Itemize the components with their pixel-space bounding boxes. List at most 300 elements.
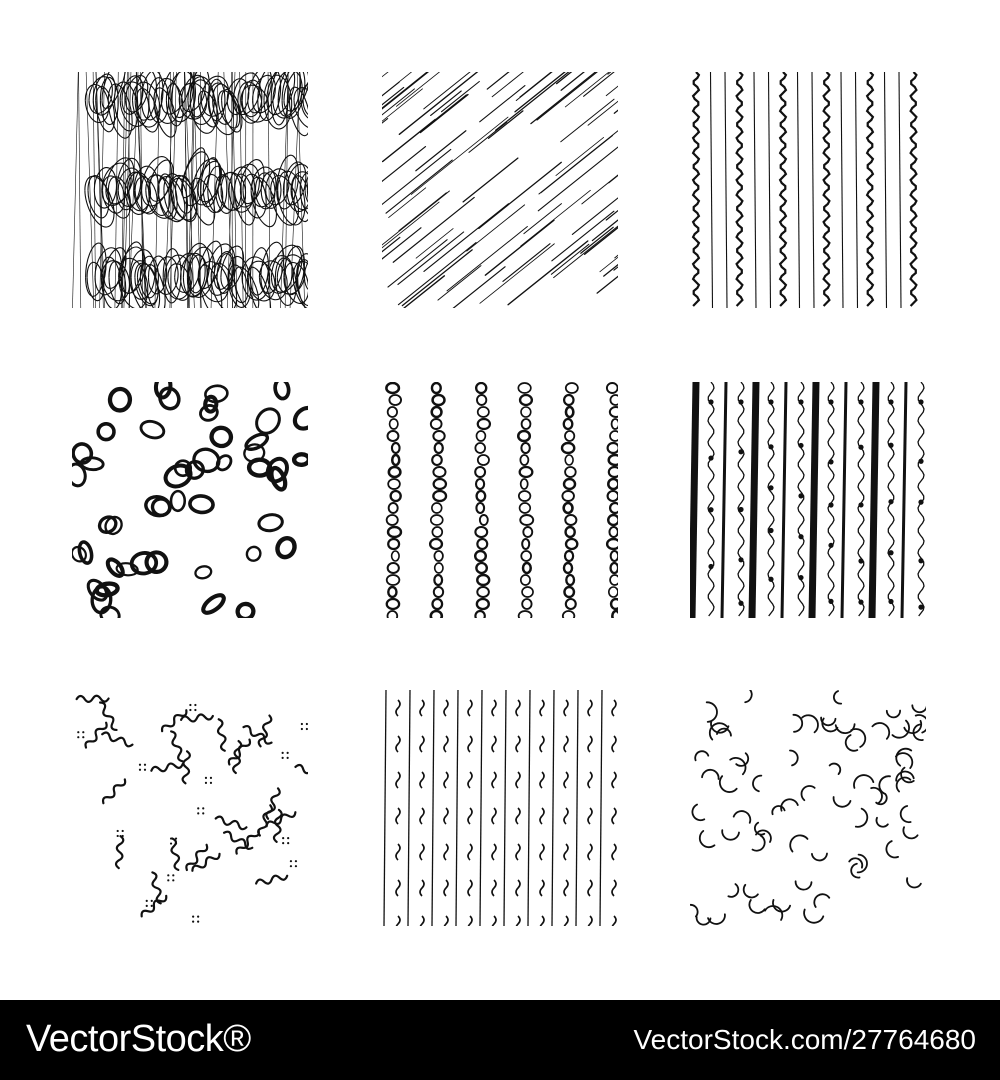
dot: [738, 399, 743, 404]
arc: [696, 831, 714, 851]
loop: [521, 407, 531, 417]
arc: [811, 891, 829, 907]
dot: [170, 837, 172, 839]
zigzag: [468, 736, 472, 752]
zigzag: [564, 700, 568, 716]
dot: [738, 449, 743, 454]
spot: [72, 442, 94, 466]
squiggle: [274, 810, 282, 842]
hatch-stroke: [402, 250, 472, 306]
loop: [612, 611, 618, 618]
spot: [244, 431, 270, 452]
vertical-line: [824, 72, 830, 306]
squiggle: [295, 764, 308, 779]
hatch-stroke: [588, 72, 618, 125]
dot: [798, 534, 803, 539]
arc: [833, 691, 842, 705]
spot: [171, 491, 185, 511]
vertical-line: [456, 690, 458, 926]
arc: [753, 836, 768, 854]
loop: [565, 515, 576, 525]
dot: [287, 842, 289, 844]
hatch-stroke: [541, 135, 613, 192]
arc: [752, 774, 762, 791]
hatch-stroke: [416, 229, 453, 259]
watermark-brand: VectorStock®: [26, 1018, 251, 1060]
zigzag: [420, 700, 424, 716]
loop: [433, 467, 445, 477]
scribble-stroke: [170, 72, 171, 308]
zigzag: [588, 736, 592, 752]
zigzag: [612, 808, 616, 824]
loop: [609, 587, 618, 597]
vertical-wavy-lines-svg: [690, 72, 926, 308]
zigzag: [540, 880, 544, 896]
hatch-stroke: [480, 86, 525, 122]
squiggle: [215, 816, 247, 831]
dot: [888, 399, 893, 404]
vertical-line: [754, 72, 756, 308]
loop: [390, 419, 398, 429]
dot: [139, 764, 141, 766]
loop: [388, 539, 399, 549]
vertical-line: [408, 690, 410, 926]
loop: [477, 395, 486, 405]
spot: [72, 462, 87, 487]
loop: [564, 587, 573, 597]
loop: [388, 587, 396, 597]
loop: [434, 575, 442, 585]
spot: [274, 382, 290, 400]
arc: [690, 902, 701, 917]
zigzag: [516, 700, 520, 716]
dot: [194, 709, 196, 711]
thick-stripe: [752, 382, 756, 618]
arc: [746, 900, 765, 916]
loop: [610, 395, 618, 405]
loop: [433, 431, 444, 441]
thick-stripe: [872, 382, 876, 618]
hatch-stroke: [489, 111, 523, 138]
loop: [477, 539, 487, 549]
squiggles-dots-texture: [72, 690, 308, 926]
dot: [738, 601, 743, 606]
hatch-stroke: [487, 72, 549, 89]
zigzag: [492, 880, 496, 896]
zigzag: [516, 880, 520, 896]
arc: [872, 719, 893, 739]
loop: [433, 491, 446, 501]
loop: [564, 503, 573, 513]
scribble-stroke: [232, 72, 233, 308]
arc: [779, 797, 798, 811]
dot: [205, 782, 207, 784]
scribble-loops-svg: [72, 72, 308, 308]
zigzag: [516, 772, 520, 788]
dot: [768, 528, 773, 533]
loop: [476, 503, 484, 513]
arc: [771, 804, 785, 814]
hatch-stroke: [398, 243, 476, 305]
watermark-bar: [0, 1000, 1000, 1080]
hatch-stroke: [463, 158, 518, 202]
zigzag: [468, 880, 472, 896]
loop: [566, 599, 576, 609]
dot: [146, 900, 148, 902]
loop: [477, 575, 489, 585]
lines-zigzag-texture: [382, 690, 618, 926]
hatch-stroke: [581, 227, 613, 253]
loop: [476, 383, 486, 393]
zigzag: [540, 736, 544, 752]
squiggle: [216, 719, 228, 752]
vertical-line: [780, 72, 786, 306]
loop: [431, 515, 443, 525]
vertical-line: [899, 72, 901, 308]
arc: [830, 761, 843, 774]
spot: [157, 385, 182, 412]
loop: [386, 383, 399, 393]
loop: [391, 491, 401, 501]
zigzag: [420, 844, 424, 860]
dot: [144, 764, 146, 766]
vertical-line: [725, 72, 727, 308]
zigzag: [612, 916, 616, 926]
dot: [282, 752, 284, 754]
arc: [892, 721, 913, 742]
zigzag: [588, 700, 592, 716]
hatch-stroke: [606, 72, 618, 96]
dot: [189, 709, 191, 711]
arc: [901, 827, 918, 841]
loop: [518, 431, 530, 441]
loop: [480, 515, 488, 525]
hatch-stroke: [479, 162, 561, 228]
squiggle: [140, 894, 168, 919]
vertical-line: [885, 72, 887, 308]
thick-stripe: [902, 382, 906, 618]
zigzag: [396, 844, 400, 860]
squiggle: [182, 751, 190, 783]
zigzag: [492, 700, 496, 716]
loop: [564, 419, 573, 429]
hatch-stroke: [615, 226, 618, 258]
dot: [301, 728, 303, 730]
vertical-dotted-loops-texture: [382, 382, 618, 618]
zigzag: [516, 916, 520, 926]
vertical-line: [432, 690, 434, 926]
diagonal-hatch-texture: [382, 72, 618, 308]
squiggle: [151, 761, 184, 774]
thick-stripe: [842, 382, 846, 618]
scribble-stroke: [79, 72, 81, 308]
squiggle: [150, 872, 164, 904]
loop: [521, 575, 530, 585]
vertical-line: [867, 72, 873, 306]
dot: [172, 879, 174, 881]
hatch-stroke: [420, 95, 467, 133]
hatch-stroke: [382, 228, 421, 271]
dot: [290, 865, 292, 867]
loop: [565, 467, 576, 477]
zigzag: [396, 772, 400, 788]
zigzag: [564, 772, 568, 788]
loop: [609, 455, 618, 465]
zigzag: [420, 808, 424, 824]
loop: [521, 443, 529, 453]
arc: [771, 900, 791, 914]
loop: [608, 515, 618, 525]
loop: [565, 455, 573, 465]
zigzag: [468, 808, 472, 824]
dot: [798, 443, 803, 448]
arc: [812, 854, 827, 861]
zigzag: [516, 736, 520, 752]
dot: [197, 915, 199, 917]
dot: [202, 812, 204, 814]
wavy-line: [798, 382, 804, 616]
dot: [798, 399, 803, 404]
loop: [608, 443, 618, 453]
spot: [274, 535, 297, 560]
hatch-stroke: [584, 72, 618, 96]
hatch-stroke: [556, 137, 604, 175]
loop: [387, 575, 400, 585]
loop: [519, 491, 531, 501]
thick-stripes-wavy-texture: [690, 382, 926, 618]
spot: [291, 404, 308, 433]
dot: [82, 731, 84, 733]
hatch-stroke: [467, 205, 525, 251]
wavy-line: [828, 382, 834, 616]
loop: [565, 431, 574, 441]
vertical-line: [812, 72, 814, 308]
arc: [899, 806, 910, 824]
arc: [798, 783, 814, 800]
spot: [236, 603, 254, 618]
dot: [828, 502, 833, 507]
dot: [858, 399, 863, 404]
loop: [475, 527, 487, 537]
loop: [565, 551, 573, 561]
diagonal-hatch-svg: [382, 72, 618, 308]
lines-zigzag-svg: [382, 690, 618, 926]
zigzag: [564, 880, 568, 896]
hatch-stroke: [508, 241, 588, 305]
vertical-line: [798, 72, 800, 308]
arc: [734, 809, 753, 823]
vertical-line: [384, 690, 386, 926]
dot: [888, 499, 893, 504]
loop: [520, 455, 528, 465]
loop: [566, 407, 573, 417]
squiggle: [77, 696, 109, 703]
wavy-line: [708, 382, 714, 616]
loop: [563, 611, 575, 618]
hatch-stroke: [393, 197, 474, 262]
dot: [82, 736, 84, 738]
loop: [389, 503, 398, 513]
loop: [522, 587, 533, 597]
loop: [612, 419, 618, 429]
zigzag: [564, 736, 568, 752]
spot: [244, 544, 263, 563]
zigzag: [420, 736, 424, 752]
loop: [564, 395, 573, 405]
squiggle: [235, 828, 261, 855]
dot: [139, 769, 141, 771]
loop: [434, 551, 442, 561]
loop: [432, 407, 442, 417]
zigzag: [396, 916, 400, 926]
loop: [566, 575, 574, 585]
zigzag: [588, 808, 592, 824]
dot: [301, 723, 303, 725]
dot: [151, 905, 153, 907]
arc: [802, 711, 822, 732]
arc: [912, 705, 926, 712]
hatch-stroke: [554, 201, 618, 277]
loop: [520, 503, 531, 513]
zigzag: [444, 916, 448, 926]
dot: [888, 599, 893, 604]
dot: [210, 782, 212, 784]
arc: [843, 735, 857, 753]
hatch-stroke: [531, 72, 613, 124]
loop: [519, 611, 532, 618]
loop: [607, 539, 618, 549]
dot: [798, 575, 803, 580]
loop: [520, 515, 533, 525]
dot: [122, 835, 124, 837]
dot: [282, 757, 284, 759]
zigzag: [564, 916, 568, 926]
dot: [798, 493, 803, 498]
hatch-stroke: [537, 72, 618, 120]
arc: [832, 797, 851, 808]
hatch-stroke: [396, 72, 479, 106]
wavy-line: [888, 382, 894, 616]
loop: [389, 467, 401, 477]
dot: [197, 807, 199, 809]
hatch-stroke: [539, 122, 618, 194]
dot: [828, 599, 833, 604]
dot: [918, 399, 923, 404]
arc: [743, 690, 753, 702]
loop: [431, 611, 442, 618]
zigzag: [492, 844, 496, 860]
arc: [786, 831, 807, 851]
vertical-line: [480, 690, 482, 926]
loop: [432, 599, 442, 609]
loop: [477, 491, 486, 501]
spot: [95, 421, 117, 443]
arc: [887, 711, 900, 718]
loop: [475, 551, 486, 561]
dot: [189, 704, 191, 706]
zigzag: [612, 736, 616, 752]
spot: [294, 454, 308, 466]
zigzag: [492, 736, 496, 752]
loop: [434, 479, 446, 489]
loop: [522, 539, 529, 549]
hatch-stroke: [552, 211, 614, 261]
loop: [522, 599, 531, 609]
loop: [475, 443, 485, 453]
squiggle: [265, 787, 281, 819]
loop: [609, 467, 618, 477]
dot: [738, 557, 743, 562]
zigzag: [516, 844, 520, 860]
loop: [431, 419, 442, 429]
squiggle: [255, 873, 288, 887]
vertical-line: [911, 72, 917, 306]
vertical-line: [552, 690, 554, 926]
hatch-stroke: [469, 122, 507, 152]
squiggle: [101, 777, 127, 805]
arc: [856, 809, 870, 830]
loop: [610, 503, 618, 513]
spot: [130, 551, 157, 575]
arc: [871, 785, 884, 803]
zigzag: [540, 700, 544, 716]
hatch-stroke: [480, 244, 554, 304]
loop: [387, 611, 397, 618]
zigzag: [564, 844, 568, 860]
thick-stripe: [812, 382, 816, 618]
spot: [200, 592, 226, 616]
arc: [795, 881, 811, 890]
hatch-stroke: [424, 72, 511, 109]
loop: [610, 431, 618, 441]
hatch-stroke: [382, 149, 451, 220]
loop: [387, 515, 398, 525]
arc: [850, 864, 860, 879]
dot: [172, 874, 174, 876]
vertical-line: [576, 690, 578, 926]
dot: [146, 905, 148, 907]
zigzag: [540, 844, 544, 860]
zigzag: [468, 772, 472, 788]
hatch-stroke: [382, 237, 400, 278]
spot: [144, 495, 172, 518]
vertical-line: [769, 72, 771, 308]
arc: [702, 769, 719, 779]
arc: [898, 768, 914, 786]
dot: [768, 444, 773, 449]
dot: [197, 920, 199, 922]
vertical-line: [693, 72, 699, 306]
loop: [562, 443, 574, 453]
thick-stripe: [722, 382, 726, 618]
zigzag: [588, 772, 592, 788]
zigzag: [420, 772, 424, 788]
loop: [566, 383, 578, 393]
dot: [828, 459, 833, 464]
loop: [608, 479, 618, 489]
dot: [918, 605, 923, 610]
dot: [858, 558, 863, 563]
loop: [475, 467, 485, 477]
spot: [139, 419, 166, 441]
loop: [478, 419, 490, 429]
dot: [167, 874, 169, 876]
dot: [287, 752, 289, 754]
dot: [287, 757, 289, 759]
loop: [520, 395, 532, 405]
vertical-line: [528, 690, 530, 926]
vertical-dotted-loops-svg: [382, 382, 618, 618]
